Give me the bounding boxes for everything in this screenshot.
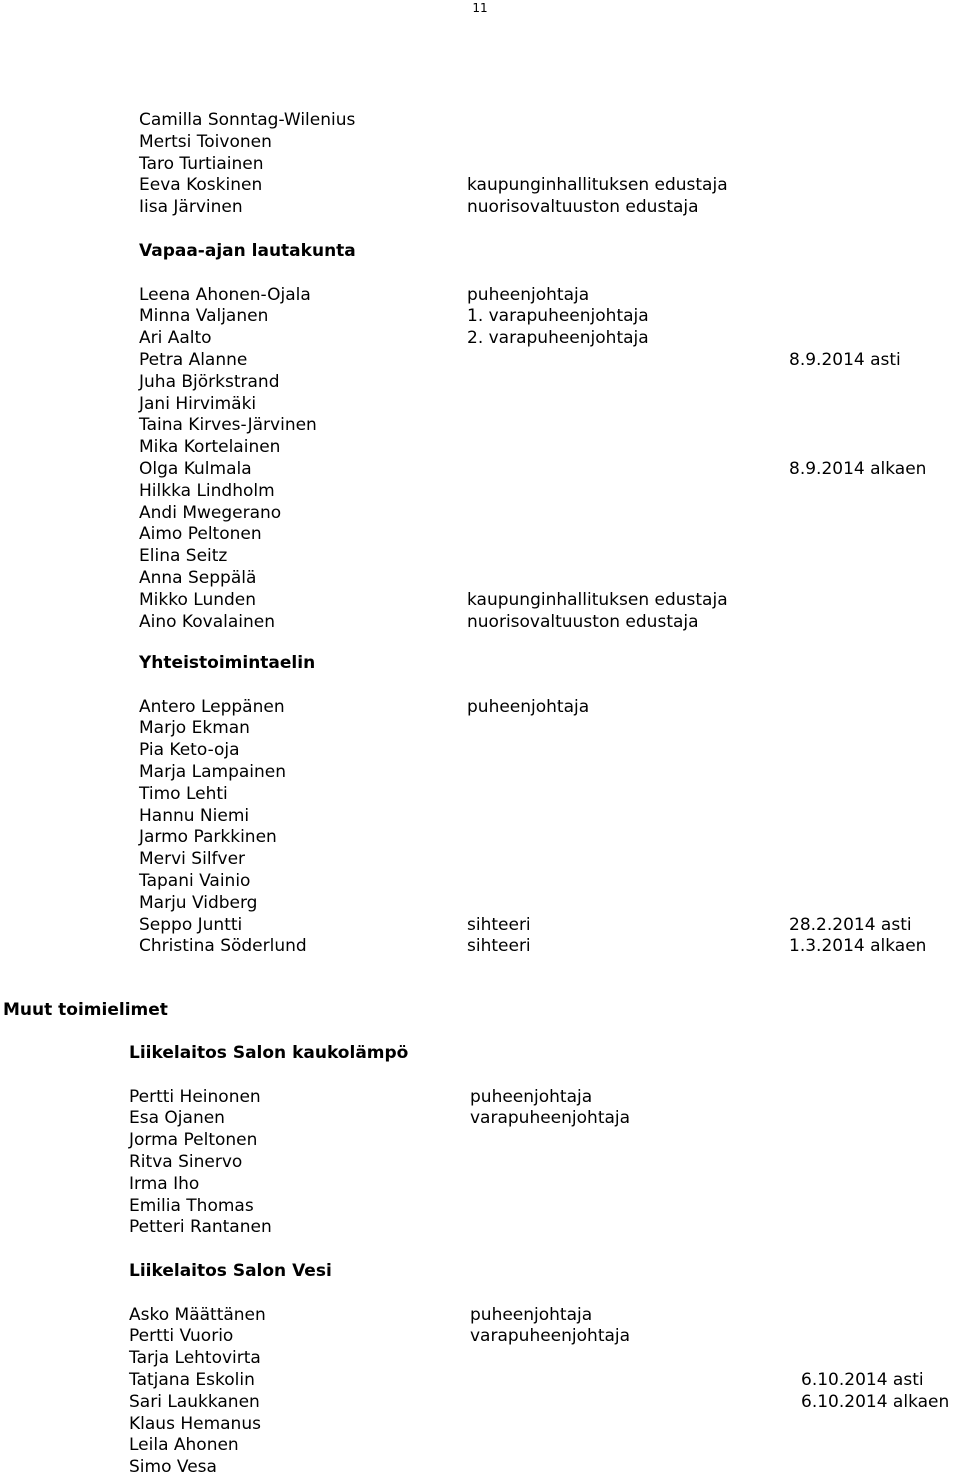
- member-role: kaupunginhallituksen edustaja: [467, 175, 728, 196]
- member-row: [139, 328, 960, 350]
- member-row: [139, 871, 960, 893]
- member-row: [129, 1392, 960, 1414]
- committee-vapaa-ajan-lautakunta: [139, 241, 960, 633]
- member-name: Sari Laukkanen: [129, 1391, 260, 1412]
- member-name: Mika Kortelainen: [139, 437, 281, 458]
- section-heading: Liikelaitos Salon kaukolämpö: [129, 1043, 409, 1063]
- member-row: [139, 546, 960, 568]
- member-row: [129, 1348, 960, 1370]
- member-name: Leila Ahonen: [129, 1435, 239, 1456]
- member-row: [139, 590, 960, 612]
- member-role: kaupunginhallituksen edustaja: [467, 589, 728, 610]
- member-name: Minna Valjanen: [139, 306, 269, 327]
- member-name: Taina Kirves-Järvinen: [139, 415, 317, 436]
- member-role: varapuheenjohtaja: [470, 1108, 631, 1129]
- member-name: Mervi Silfver: [139, 849, 246, 870]
- member-name: Jani Hirvimäki: [139, 393, 257, 414]
- member-row: [139, 568, 960, 590]
- member-row: [129, 1087, 960, 1109]
- member-list: [129, 1087, 960, 1240]
- member-row: [139, 612, 960, 634]
- member-role: sihteeri: [467, 914, 531, 935]
- member-list-continued: [139, 110, 960, 219]
- member-term-date: 8.9.2014 alkaen: [789, 458, 927, 479]
- member-name: Asko Määttänen: [129, 1304, 266, 1325]
- member-role: puheenjohtaja: [470, 1086, 593, 1107]
- member-name: Simo Vesa: [129, 1457, 217, 1478]
- spacer: [129, 1065, 960, 1087]
- member-name: Ari Aalto: [139, 328, 212, 349]
- member-role: puheenjohtaja: [467, 284, 590, 305]
- member-name: Esa Ojanen: [129, 1108, 225, 1129]
- member-row: [129, 1217, 960, 1239]
- member-term-date: 28.2.2014 asti: [789, 914, 912, 935]
- member-name: Marjo Ekman: [139, 718, 250, 739]
- member-row: [139, 306, 960, 328]
- member-row: [129, 1196, 960, 1218]
- member-role: nuorisovaltuuston edustaja: [467, 197, 699, 218]
- member-row: [139, 740, 960, 762]
- member-row: [139, 372, 960, 394]
- member-name: Elina Seitz: [139, 546, 228, 567]
- member-name: Andi Mwegerano: [139, 502, 282, 523]
- member-row: [139, 437, 960, 459]
- member-name: Tapani Vainio: [139, 870, 251, 891]
- member-list: [139, 285, 960, 634]
- member-role: puheenjohtaja: [470, 1304, 593, 1325]
- member-name: Camilla Sonntag-Wilenius: [139, 110, 356, 130]
- member-name: Anna Seppälä: [139, 567, 257, 588]
- member-role: 1. varapuheenjohtaja: [467, 306, 649, 327]
- member-name: Timo Lehti: [139, 783, 228, 804]
- member-row: [139, 350, 960, 372]
- member-name: Petra Alanne: [139, 349, 248, 370]
- member-name: Hannu Niemi: [139, 805, 250, 826]
- member-name: Pia Keto-oja: [139, 740, 240, 761]
- spacer: [139, 263, 960, 285]
- member-name: Juha Björkstrand: [139, 371, 280, 392]
- member-name: Tatjana Eskolin: [129, 1369, 255, 1390]
- member-row: [139, 762, 960, 784]
- member-row: [139, 394, 960, 416]
- member-name: Petteri Rantanen: [129, 1217, 272, 1238]
- member-row: [129, 1174, 960, 1196]
- member-term-date: 6.10.2014 alkaen: [801, 1391, 950, 1412]
- member-row: [139, 481, 960, 503]
- member-term-date: 6.10.2014 asti: [801, 1369, 924, 1390]
- member-name: Antero Leppänen: [139, 696, 285, 717]
- member-name: Hilkka Lindholm: [139, 480, 275, 501]
- member-row: [139, 415, 960, 437]
- member-row: [139, 503, 960, 525]
- member-role: nuorisovaltuuston edustaja: [467, 611, 699, 632]
- spacer: [139, 675, 960, 697]
- member-name: Ritva Sinervo: [129, 1151, 243, 1172]
- member-list: [129, 1305, 960, 1479]
- member-role: varapuheenjohtaja: [470, 1326, 631, 1347]
- member-row: [139, 718, 960, 740]
- section-heading: Yhteistoimintaelin: [139, 653, 316, 673]
- member-name: Marja Lampainen: [139, 761, 287, 782]
- committee-salon-kaukolampo: [129, 1043, 960, 1239]
- committee-yhteistoimintaelin: [139, 653, 960, 958]
- member-row: [139, 110, 960, 132]
- member-name: Jarmo Parkkinen: [139, 827, 277, 848]
- member-row: [139, 175, 960, 197]
- member-name: Mertsi Toivonen: [139, 131, 272, 152]
- member-term-date: 1.3.2014 alkaen: [789, 936, 927, 957]
- member-row: [139, 893, 960, 915]
- main-section-heading: Muut toimielimet: [3, 1000, 168, 1020]
- committee-salon-vesi: [129, 1261, 960, 1479]
- member-row: [139, 697, 960, 719]
- member-row: [129, 1130, 960, 1152]
- member-name: Jorma Peltonen: [129, 1130, 258, 1151]
- member-term-date: 8.9.2014 asti: [789, 349, 901, 370]
- section-heading: Vapaa-ajan lautakunta: [139, 241, 356, 261]
- member-name: Eeva Koskinen: [139, 175, 263, 196]
- spacer: [129, 1283, 960, 1305]
- member-row: [139, 524, 960, 546]
- section-heading: Liikelaitos Salon Vesi: [129, 1261, 332, 1281]
- member-row: [139, 784, 960, 806]
- member-name: Aino Kovalainen: [139, 611, 275, 632]
- member-name: Iisa Järvinen: [139, 197, 243, 218]
- member-row: [139, 915, 960, 937]
- member-row: [139, 827, 960, 849]
- member-role: 2. varapuheenjohtaja: [467, 328, 649, 349]
- member-row: [139, 849, 960, 871]
- member-name: Emilia Thomas: [129, 1195, 254, 1216]
- member-role: puheenjohtaja: [467, 696, 590, 717]
- member-name: Mikko Lunden: [139, 589, 257, 610]
- member-role: sihteeri: [467, 936, 531, 957]
- member-name: Marju Vidberg: [139, 892, 258, 913]
- member-name: Aimo Peltonen: [139, 524, 262, 545]
- member-row: [139, 154, 960, 176]
- member-name: Pertti Vuorio: [129, 1326, 234, 1347]
- member-name: Tarja Lehtovirta: [129, 1348, 261, 1369]
- member-row: [129, 1326, 960, 1348]
- member-list: [139, 697, 960, 959]
- member-row: [139, 936, 960, 958]
- member-row: [139, 459, 960, 481]
- member-name: Klaus Hemanus: [129, 1413, 261, 1434]
- member-name: Olga Kulmala: [139, 458, 252, 479]
- member-name: Irma Iho: [129, 1173, 200, 1194]
- member-name: Leena Ahonen-Ojala: [139, 284, 311, 305]
- member-row: [129, 1108, 960, 1130]
- member-row: [129, 1370, 960, 1392]
- member-name: Christina Söderlund: [139, 936, 307, 957]
- member-row: [129, 1435, 960, 1457]
- member-row: [139, 806, 960, 828]
- member-row: [139, 132, 960, 154]
- member-row: [129, 1414, 960, 1436]
- member-name: Pertti Heinonen: [129, 1086, 261, 1107]
- member-row: [129, 1305, 960, 1327]
- member-name: Seppo Juntti: [139, 914, 243, 935]
- page-number: 11: [472, 1, 488, 15]
- member-row: [129, 1457, 960, 1479]
- member-row: [129, 1152, 960, 1174]
- member-row: [139, 285, 960, 307]
- member-row: [139, 197, 960, 219]
- member-name: Taro Turtiainen: [139, 153, 264, 174]
